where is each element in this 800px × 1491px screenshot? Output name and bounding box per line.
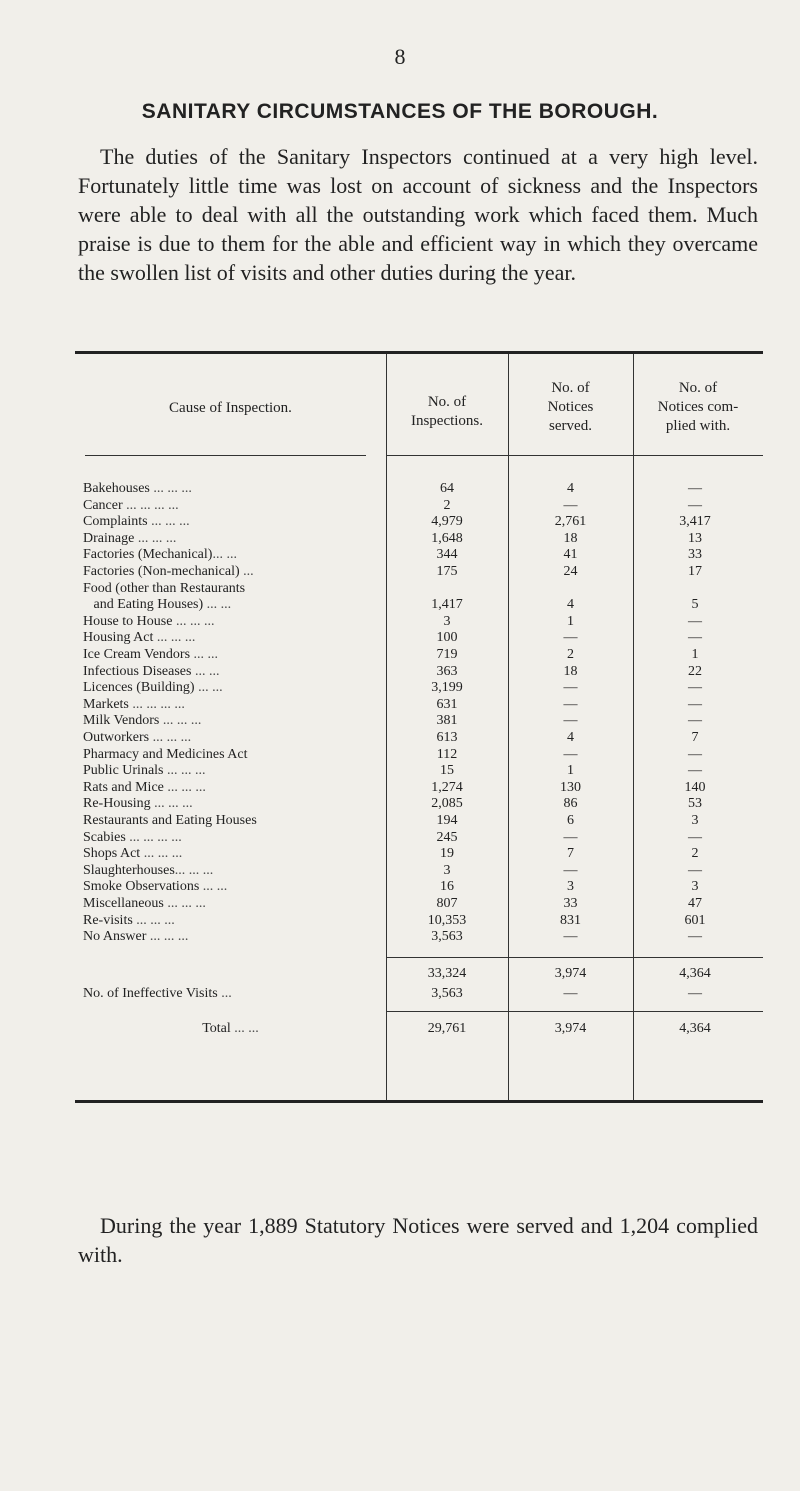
cell-inspections: 631 <box>436 696 458 712</box>
row-label: Shops Act ... ... ... <box>83 846 183 862</box>
subtotal-row: 33,324 3,974 4,364 <box>427 966 711 981</box>
cell-notices-served: 18 <box>563 663 578 679</box>
cell-notices-complied: 17 <box>688 564 702 579</box>
table-row <box>75 929 763 949</box>
row-label: Bakehouses ... ... ... <box>83 481 192 496</box>
cell-inspections: 15 <box>440 763 454 779</box>
row-label: Housing Act ... ... ... <box>83 630 196 646</box>
row-label: Outworkers ... ... ... <box>83 730 192 745</box>
cell-notices-served: 1 <box>567 613 574 629</box>
cell-inspections: 3,563 <box>431 929 463 945</box>
table-top-rule <box>75 351 763 354</box>
header-cause: Cause of Inspection. <box>169 399 292 416</box>
cell-notices-complied: — <box>688 763 702 779</box>
header-inspections: No. of Inspections. <box>410 394 484 429</box>
cell-inspections: 381 <box>436 713 458 729</box>
cell-notices-complied: — <box>688 746 702 762</box>
page-heading: SANITARY CIRCUMSTANCES OF THE BOROUGH. <box>141 100 659 123</box>
row-label: Factories (Non-mechanical) ... <box>83 564 254 579</box>
cell-notices-served: 24 <box>563 564 578 579</box>
cell-notices-complied: — <box>688 613 702 629</box>
cell-notices-served: 86 <box>563 796 578 812</box>
cell-notices-served: 4 <box>567 730 574 745</box>
cell-notices-complied: — <box>688 680 702 696</box>
row-label: Smoke Observations ... ... <box>83 879 228 895</box>
row-label: Factories (Mechanical)... ... <box>83 547 237 563</box>
row-label: Food (other than Restaurants <box>83 580 246 596</box>
row-label: Re-visits ... ... ... <box>83 912 175 928</box>
page-number: 8 <box>394 44 406 69</box>
row-label: Scabies ... ... ... ... <box>83 829 182 845</box>
subtotal-rule <box>386 957 763 958</box>
header-rule <box>85 455 366 456</box>
cell-notices-served: 831 <box>560 912 581 928</box>
cell-notices-complied: 2 <box>691 846 699 862</box>
row-label: Cancer ... ... ... ... <box>83 497 179 513</box>
cell-inspections: 10,353 <box>427 912 467 928</box>
row-label: and Eating Houses) ... ... <box>83 597 232 613</box>
cell-notices-complied: 601 <box>684 912 706 928</box>
cell-notices-complied: — <box>688 862 702 878</box>
cell-notices-served: 41 <box>563 547 578 563</box>
cell-inspections: 2 <box>443 497 451 513</box>
cell-inspections: 4,979 <box>431 514 463 530</box>
row-label: House to House ... ... ... <box>83 613 215 629</box>
header-notices-served: No. of Notices served. <box>547 379 594 434</box>
cell-inspections: 3 <box>443 613 451 629</box>
row-label: Re-Housing ... ... ... <box>83 796 193 812</box>
total-rule <box>386 1011 763 1012</box>
cell-inspections: 1,648 <box>431 530 463 546</box>
cell-notices-complied: 1 <box>691 647 699 662</box>
cell-notices-complied: 140 <box>684 779 706 795</box>
cell-notices-served: 6 <box>567 813 574 828</box>
row-label: Public Urinals ... ... ... <box>83 763 206 779</box>
ineffective-visits-row: No. of Ineffective Visits ... 3,563 — — <box>83 986 702 1001</box>
cell-notices-complied: — <box>688 481 702 496</box>
cell-notices-served: 4 <box>567 597 574 613</box>
cell-inspections: 112 <box>436 746 458 762</box>
cell-notices-served: 2,761 <box>554 514 587 530</box>
cell-notices-complied: — <box>688 497 702 513</box>
row-label: Drainage ... ... ... <box>83 530 177 546</box>
cell-inspections: 807 <box>436 896 458 911</box>
cell-notices-served: 7 <box>567 846 574 862</box>
cell-inspections: 1,417 <box>431 597 463 613</box>
cell-inspections: 2,085 <box>431 796 463 812</box>
row-label: No Answer ... ... ... <box>83 929 189 945</box>
cell-inspections: 245 <box>436 829 458 845</box>
table-bottom-rule <box>75 1100 763 1103</box>
cell-notices-complied: 33 <box>688 547 702 563</box>
row-label: Markets ... ... ... ... <box>83 696 185 712</box>
cell-notices-complied: 5 <box>691 597 699 613</box>
row-label: Miscellaneous ... ... ... <box>83 896 206 911</box>
cell-inspections: 3 <box>443 862 451 878</box>
cell-notices-served: 18 <box>563 530 578 546</box>
row-label: Ice Cream Vendors ... ... <box>83 647 219 662</box>
row-label: Pharmacy and Medicines Act <box>83 746 248 762</box>
header-notices-complied: No. of Notices com- plied with. <box>657 379 739 434</box>
cell-inspections: 344 <box>436 547 458 563</box>
cell-notices-served: 1 <box>567 763 574 779</box>
cell-notices-served: 33 <box>563 896 578 911</box>
cell-inspections: 3,199 <box>431 680 463 696</box>
cell-notices-complied: 3 <box>691 813 699 828</box>
row-label: Slaughterhouses... ... ... <box>83 862 214 878</box>
intro-paragraph: The duties of the Sanitary Inspectors continued at a very high level. Fortunately little time was lost on account of sickness and the Inspectors were able to deal with all the outstanding work which faced them. Much praise is due to them for the able and efficient way in which they overcame the swollen list of visits and other duties during the year. <box>78 144 758 285</box>
cell-inspections: 19 <box>440 846 454 862</box>
cell-notices-complied: 13 <box>688 530 702 546</box>
cell-notices-complied: 3 <box>691 879 699 895</box>
cell-notices-complied: 53 <box>688 796 702 812</box>
cell-inspections: 16 <box>440 879 454 895</box>
cell-notices-served: — <box>563 497 578 513</box>
row-label: Rats and Mice ... ... ... <box>83 779 206 795</box>
cell-notices-served: 130 <box>560 779 581 795</box>
cell-notices-served: — <box>563 696 578 712</box>
cell-notices-complied: — <box>688 929 702 945</box>
cell-notices-complied: 3,417 <box>679 514 711 530</box>
row-label: Complaints ... ... ... <box>83 514 190 530</box>
cell-notices-served: — <box>563 746 578 762</box>
cell-notices-complied: — <box>688 696 702 712</box>
cell-notices-complied: 47 <box>688 896 702 911</box>
cell-inspections: 613 <box>436 730 458 745</box>
cell-inspections: 175 <box>436 564 458 579</box>
row-label: Infectious Diseases ... ... <box>83 663 220 679</box>
row-label: Milk Vendors ... ... ... <box>83 713 202 729</box>
cell-notices-complied: 7 <box>691 730 699 745</box>
closing-paragraph: During the year 1,889 Statutory Notices were served and 1,204 complied with. <box>78 1213 758 1267</box>
cell-inspections: 64 <box>440 481 454 496</box>
cell-notices-complied: — <box>688 713 702 729</box>
cell-notices-served: — <box>563 829 578 845</box>
cell-inspections: 194 <box>436 813 458 828</box>
row-label: Licences (Building) ... ... <box>83 680 223 696</box>
cell-notices-served: — <box>563 929 578 945</box>
cell-notices-served: — <box>563 713 578 729</box>
cell-inspections: 719 <box>436 647 458 662</box>
row-label: Restaurants and Eating Houses <box>83 813 257 828</box>
cell-notices-complied: 22 <box>688 663 702 679</box>
cell-notices-complied: — <box>688 630 702 646</box>
cell-notices-served: 4 <box>567 481 574 496</box>
inspection-table <box>75 351 763 1103</box>
cell-inspections: 363 <box>436 663 458 679</box>
cell-notices-complied: — <box>688 829 702 845</box>
total-row: Total ... ... 29,761 3,974 4,364 <box>202 1021 711 1036</box>
cell-inspections: 1,274 <box>431 779 463 795</box>
cell-notices-served: — <box>563 630 578 646</box>
header-rule <box>386 455 763 456</box>
cell-notices-served: — <box>563 862 578 878</box>
cell-inspections: 100 <box>436 630 458 646</box>
cell-notices-served: — <box>563 680 578 696</box>
cell-notices-served: 3 <box>567 879 574 895</box>
cell-notices-served: 2 <box>567 647 574 662</box>
cell-notices-complied <box>633 581 763 597</box>
